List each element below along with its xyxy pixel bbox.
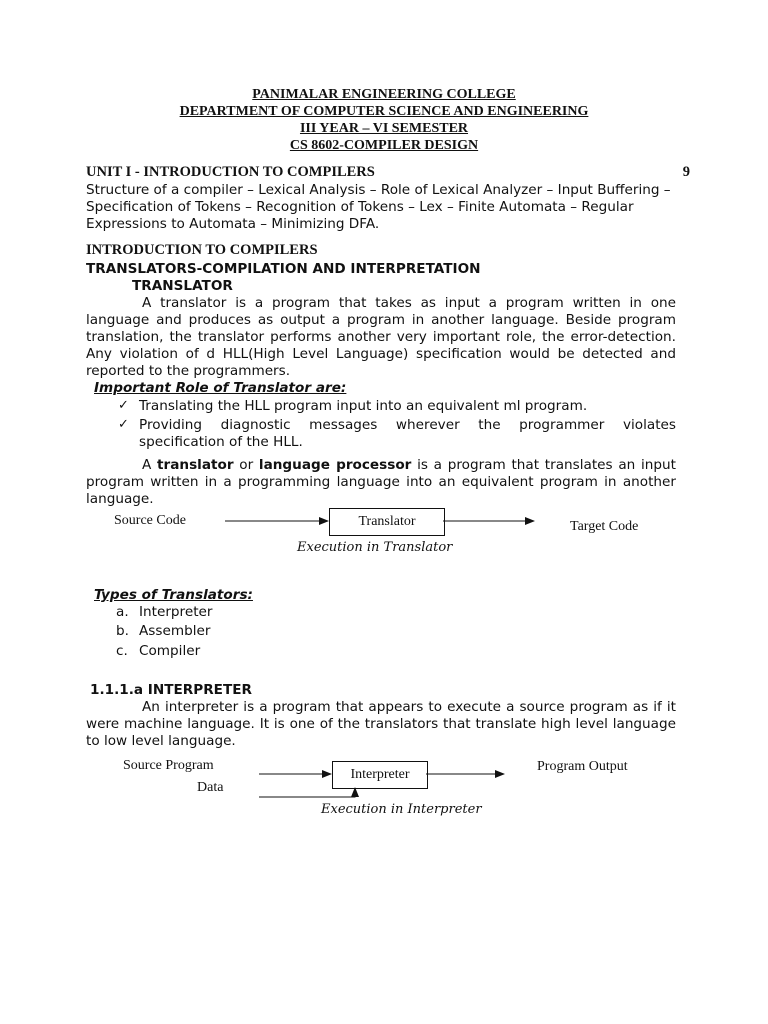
list-marker: c.	[116, 643, 128, 659]
interpreter-heading: 1.1.1.a INTERPRETER	[90, 682, 252, 698]
unit-hours: 9	[682, 164, 690, 180]
role-item: Providing diagnostic messages wherever the programmer violates specification of the HLL.	[139, 417, 676, 450]
translator-box: Translator	[329, 508, 445, 536]
intro-heading: INTRODUCTION TO COMPILERS	[86, 242, 318, 258]
types-heading: Types of Translators:	[94, 587, 253, 603]
list-item: Compiler	[139, 643, 201, 659]
source-code-label: Source Code	[114, 513, 186, 528]
interpreter-box: Interpreter	[332, 761, 428, 789]
lp-term-translator: translator	[157, 457, 234, 473]
translator-paragraph: A translator is a program that takes as input a program written in one language and produces as output a program in another language. Beside program translation, the translator performs another very important role, the error-detection. Any violation of d HLL(High Level Language) specification would be detected and reported to the programmers.	[86, 295, 676, 379]
arrow-data-to-interpreter	[259, 788, 355, 797]
interpreter-caption: Execution in Interpreter	[321, 802, 482, 817]
lp-term-language-processor: language processor	[258, 457, 412, 473]
list-item: Assembler	[139, 623, 211, 639]
department-name: DEPARTMENT OF COMPUTER SCIENCE AND ENGINEERING	[179, 104, 589, 119]
source-program-label: Source Program	[123, 758, 214, 773]
interpreter-paragraph: An interpreter is a program that appears to execute a source program as if it were machine language. It is one of the translators that translate high level language to low level language.	[86, 699, 676, 749]
unit-syllabus: Structure of a compiler – Lexical Analysis – Role of Lexical Analyzer – Input Buffering – Specification of Tokens – Recognition of Tokens – Lex – Finite Automata – Regular Expressions to Automata – Minimizing DFA.	[86, 182, 671, 232]
role-item: Translating the HLL program input into an equivalent ml program.	[139, 398, 588, 414]
translators-heading: TRANSLATORS-COMPILATION AND INTERPRETATION	[86, 261, 481, 277]
lp-text: is a program that translates an input program written in a programming language into an equivalent program in another language.	[86, 457, 676, 507]
lp-text: A	[142, 457, 158, 473]
check-icon: ✓	[118, 417, 129, 432]
unit-title-text: UNIT I - INTRODUCTION TO COMPILERS	[86, 164, 375, 180]
data-label: Data	[197, 780, 224, 795]
target-code-label: Target Code	[570, 519, 639, 534]
lp-text: or	[233, 457, 259, 473]
college-name: PANIMALAR ENGINEERING COLLEGE	[252, 87, 516, 102]
translator-heading: TRANSLATOR	[132, 278, 233, 294]
roles-heading: Important Role of Translator are:	[94, 380, 347, 396]
check-icon: ✓	[118, 398, 129, 413]
list-marker: a.	[116, 604, 129, 620]
year-semester: III YEAR – VI SEMESTER	[299, 121, 469, 136]
list-marker: b.	[116, 623, 129, 639]
list-item: Interpreter	[139, 604, 213, 620]
program-output-label: Program Output	[537, 759, 628, 774]
translator-caption: Execution in Translator	[297, 540, 453, 555]
course-title: CS 8602-COMPILER DESIGN	[289, 138, 479, 153]
